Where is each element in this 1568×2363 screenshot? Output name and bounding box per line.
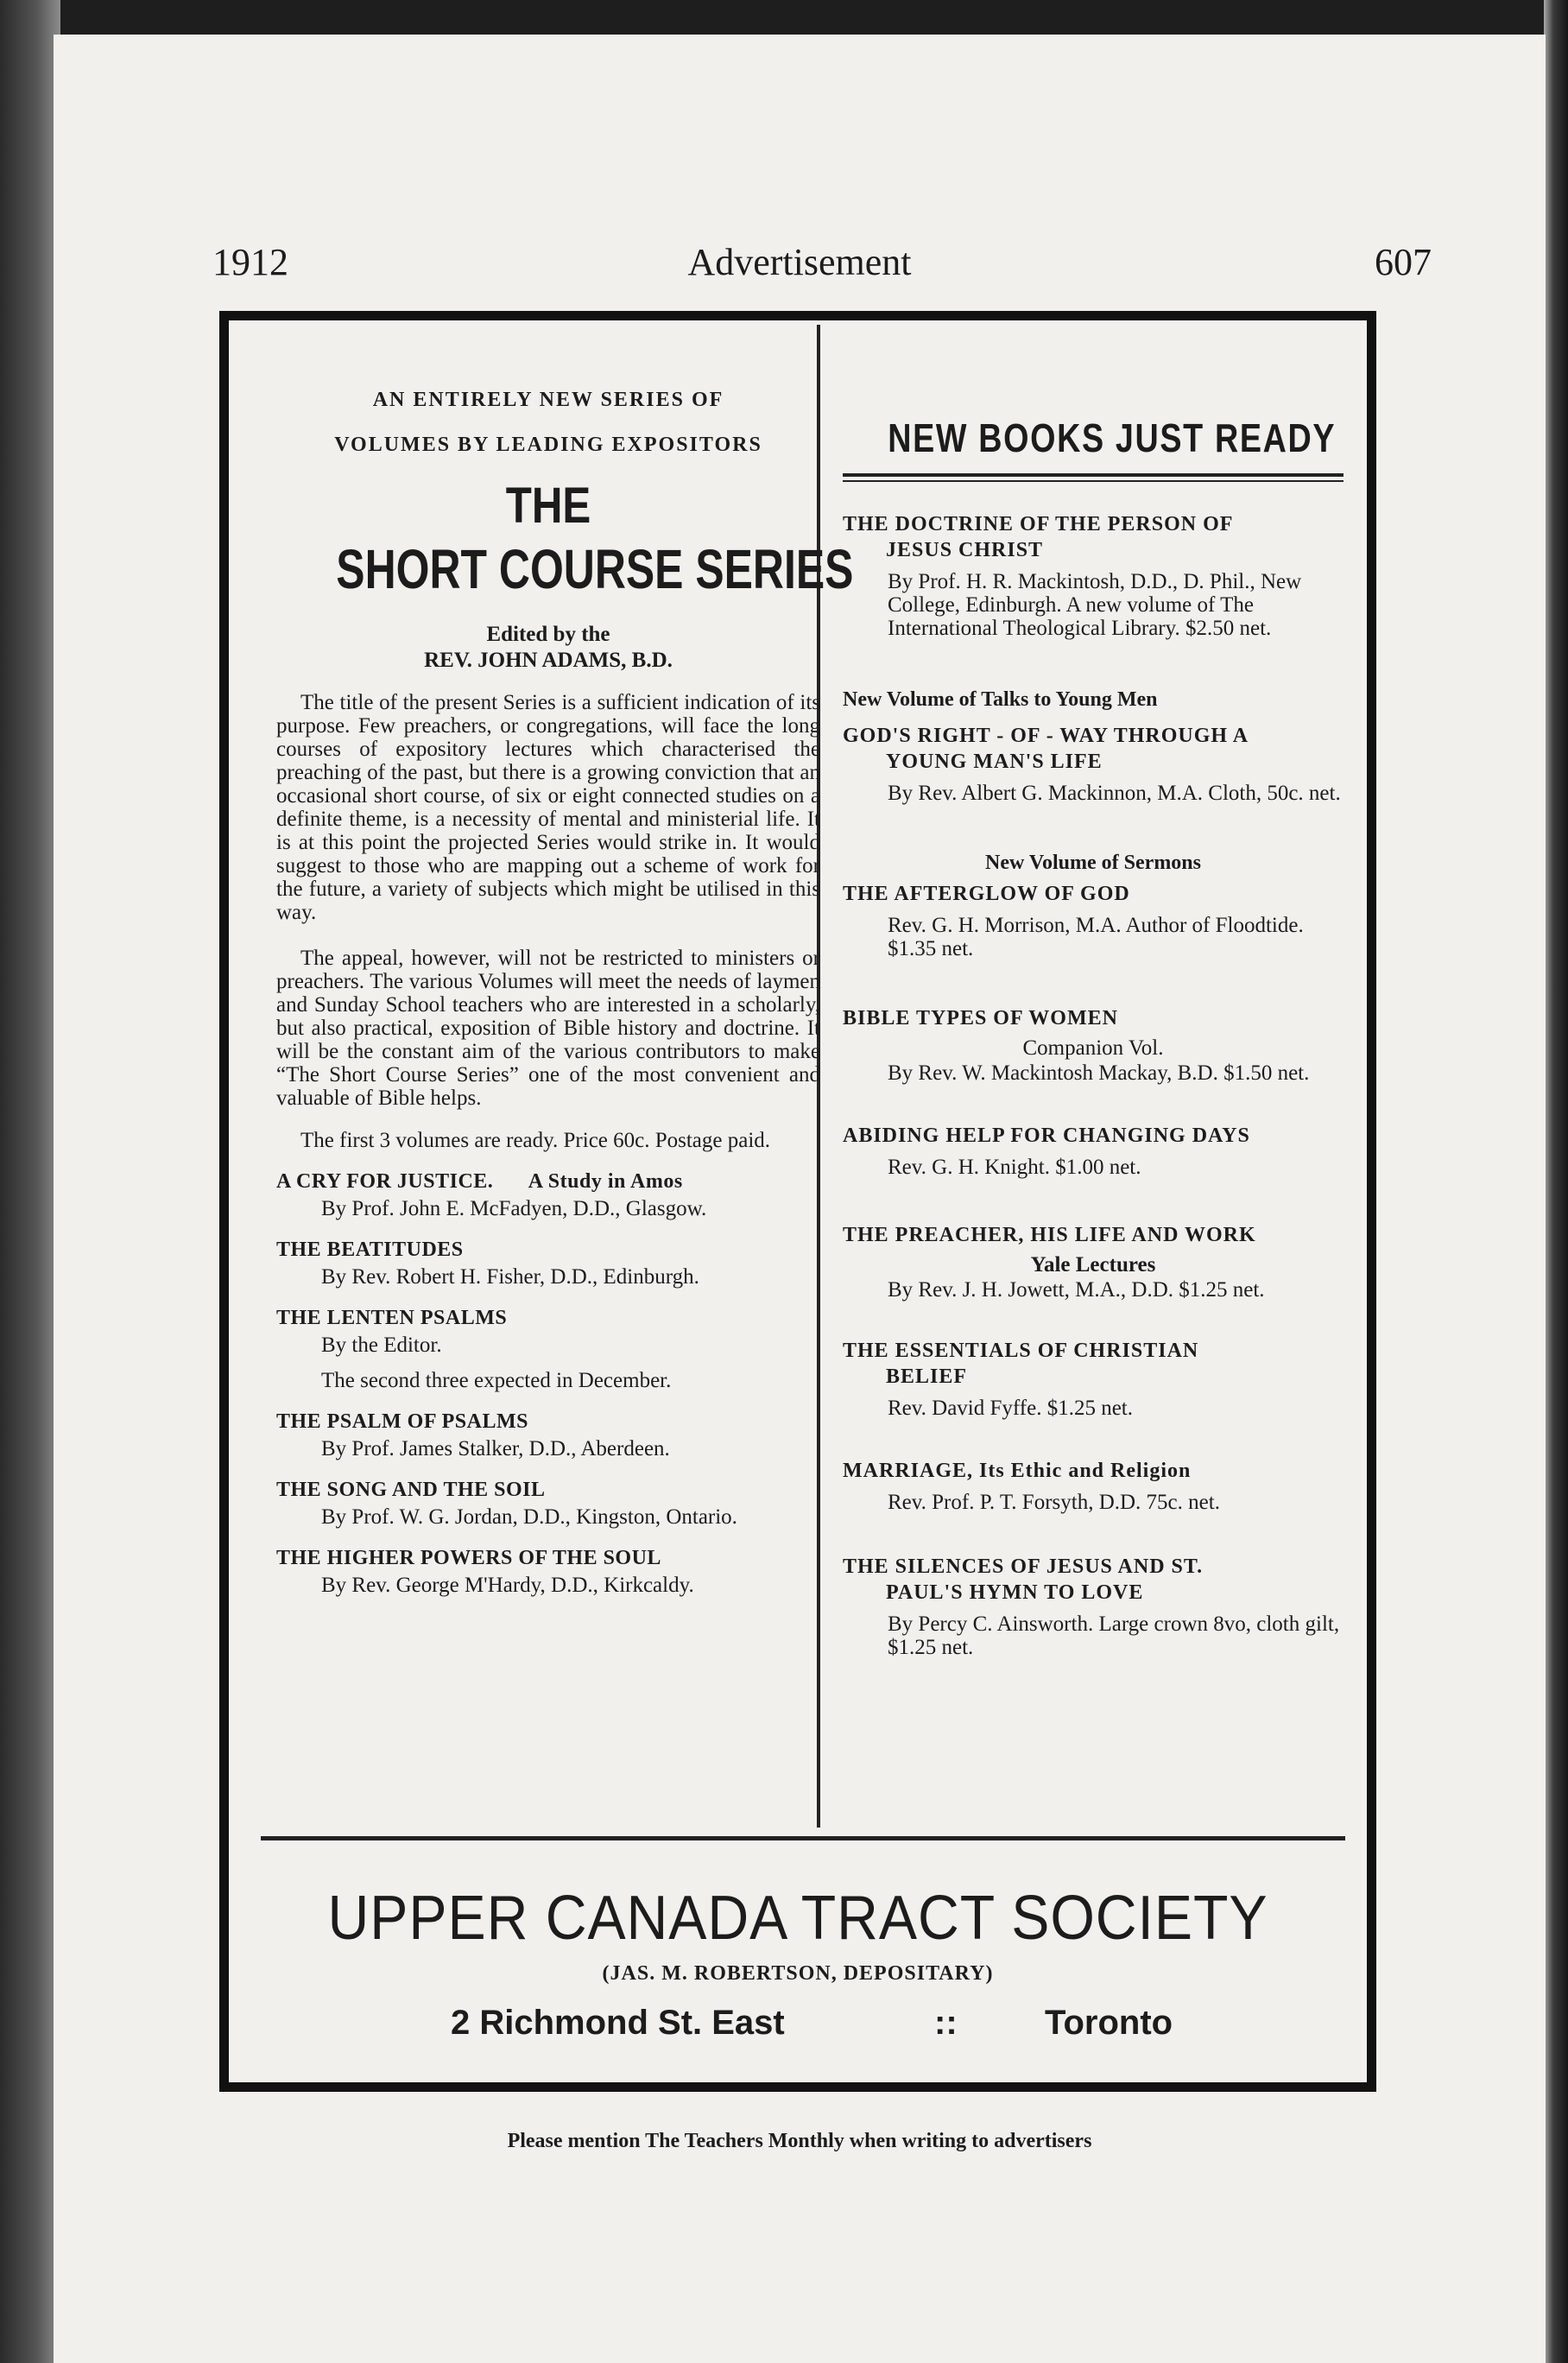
header-year: 1912 (212, 241, 288, 283)
book-title-line: BELIEF (886, 1365, 968, 1388)
footer-note: Please mention The Teachers Monthly when writing to advertisers (507, 2130, 1092, 2152)
publisher-name: UPPER CANADA TRACT SOCIETY (327, 1884, 1268, 1953)
book-author: By Prof. John E. McFadyen, D.D., Glasgow. (321, 1197, 707, 1220)
book-title-line: JESUS CHRIST (886, 539, 1044, 561)
intro-line-2: VOLUMES BY LEADING EXPOSITORS (334, 434, 762, 456)
book-listing (843, 511, 1344, 640)
book-title-line: THE DOCTRINE OF THE PERSON OF (843, 513, 1234, 535)
book-title-line: PAUL'S HYMN TO LOVE (886, 1581, 1144, 1604)
second-volumes-note: The second three expected in December. (321, 1369, 672, 1392)
book-author: By Prof. James Stalker, D.D., Aberdeen. (321, 1437, 670, 1460)
book-title (843, 723, 1344, 775)
book-title-line: GOD'S RIGHT - OF - WAY THROUGH A (843, 725, 1249, 747)
editor-name: REV. JOHN ADAMS, B.D. (424, 649, 673, 672)
edited-by: Edited by the (486, 623, 610, 646)
header-title: Advertisement (687, 241, 912, 283)
heading-rule (843, 473, 1344, 482)
book-listing (843, 1338, 1344, 1420)
book-title-line: YOUNG MAN'S LIFE (886, 751, 1103, 773)
book-title (276, 1169, 820, 1194)
book-author: By Rev. W. Mackintosh Mackay, B.D. $1.50 net. (888, 1061, 1310, 1085)
book-author: Rev. G. H. Morrison, M.A. Author of Floodtide. $1.35 net. (888, 914, 1304, 960)
book-title: THE LENTEN PSALMS (276, 1307, 508, 1329)
book-author: By Rev. George M'Hardy, D.D., Kirkcaldy. (321, 1574, 694, 1597)
book-title: THE HIGHER POWERS OF THE SOUL (276, 1547, 661, 1569)
book-title-text: A CRY FOR JUSTICE. (276, 1170, 494, 1193)
book-listing (843, 1554, 1344, 1659)
book-author: Rev. Prof. P. T. Forsyth, D.D. 75c. net. (888, 1491, 1220, 1514)
book-title: THE SONG AND THE SOIL (276, 1479, 546, 1501)
publisher-rule (261, 1836, 1345, 1840)
address-separator: :: (934, 2004, 958, 2042)
new-books-column (843, 415, 1344, 1659)
book-listing (843, 687, 1344, 805)
book-title: THE BEATITUDES (276, 1239, 464, 1261)
book-title: THE PREACHER, HIS LIFE AND WORK (843, 1224, 1256, 1246)
price-note: The first 3 volumes are ready. Price 60c. Postage paid. (300, 1129, 771, 1152)
book-title (843, 1554, 1344, 1606)
series-name: SHORT COURSE SERIES (336, 538, 854, 600)
book-author: Rev. G. H. Knight. $1.00 net. (888, 1156, 1141, 1179)
short-course-series-column (276, 387, 854, 1597)
book-title: MARRIAGE, Its Ethic and Religion (843, 1460, 1192, 1482)
book-author: Rev. David Fyffe. $1.25 net. (888, 1397, 1133, 1420)
book-title: BIBLE TYPES OF WOMEN (843, 1007, 1118, 1029)
scan-edge-left (0, 0, 60, 2363)
book-subtitle: A Study in Amos (528, 1170, 683, 1193)
intro-line-1: AN ENTIRELY NEW SERIES OF (372, 389, 724, 411)
book-subtitle: Yale Lectures (1030, 1253, 1156, 1277)
book-author: By Prof. W. G. Jordan, D.D., Kingston, Ontario. (321, 1505, 737, 1529)
book-title: THE AFTERGLOW OF GOD (843, 883, 1130, 905)
series-appeal: The appeal, however, will not be restricted to ministers or preachers. The various Volumes will meet the needs of laymen and Sunday School teachers who are interested in a scholarly, but also practical, exposition of Bible history and doctrine. It will be the constant aim of the various contributors to make “The Short Course Series” one of the most convenient and valuable of Bible helps. (276, 947, 820, 1110)
scan-edge-right (1544, 0, 1568, 2363)
series-the: THE (505, 478, 591, 534)
book-author: By Percy C. Ainsworth. Large crown 8vo, cloth gilt, $1.25 net. (888, 1612, 1340, 1659)
book-title: THE PSALM OF PSALMS (276, 1410, 528, 1433)
book-title (843, 1338, 1344, 1390)
series-description: The title of the present Series is a sufficient indication of its purpose. Few preachers, or congregations, will face the long courses of expository lectures which characterised the preaching of the past, but there is a growing conviction that an occasional short course, of six or eight connected studies on a definite theme, is a necessity of mental and ministerial life. It is at this point the projected Series would strike in. It would suggest to those who are mapping out a scheme of work for the future, a variety of subjects which might be utilised in this way. (276, 691, 820, 924)
publisher-depositary: (JAS. M. ROBERTSON, DEPOSITARY) (602, 1962, 994, 1985)
book-title: ABIDING HELP FOR CHANGING DAYS (843, 1124, 1250, 1147)
page-number: 607 (1375, 241, 1432, 283)
book-listing (843, 1458, 1344, 1514)
address-street: 2 Richmond St. East (451, 2004, 785, 2042)
book-series-note: New Volume of Talks to Young Men (843, 688, 1158, 711)
book-author: By Rev. J. H. Jowett, M.A., D.D. $1.25 net. (888, 1278, 1265, 1302)
book-title-line: THE ESSENTIALS OF CHRISTIAN (843, 1340, 1199, 1362)
book-subtitle: Companion Vol. (1022, 1036, 1164, 1060)
new-books-heading: NEW BOOKS JUST READY (888, 415, 1337, 460)
book-author: By Rev. Robert H. Fisher, D.D., Edinburgh. (321, 1265, 699, 1289)
book-author: By the Editor. (321, 1334, 442, 1357)
magazine-page (54, 35, 1546, 2363)
book-listing (843, 1222, 1344, 1302)
publisher-address (54, 2004, 1546, 2047)
book-title (843, 511, 1344, 563)
book-title-line: THE SILENCES OF JESUS AND ST. (843, 1555, 1204, 1578)
book-author: By Rev. Albert G. Mackinnon, M.A. Cloth, 50c. net. (888, 782, 1341, 805)
book-author: By Prof. H. R. Mackintosh, D.D., D. Phil., New College, Edinburgh. A new volume of The International Theological Library. $2.50 net. (888, 570, 1302, 640)
book-series-note: New Volume of Sermons (985, 852, 1201, 874)
book-listing (843, 850, 1344, 960)
address-city: Toronto (1045, 2004, 1173, 2042)
book-listing (843, 1005, 1344, 1085)
book-listing (843, 1123, 1344, 1179)
